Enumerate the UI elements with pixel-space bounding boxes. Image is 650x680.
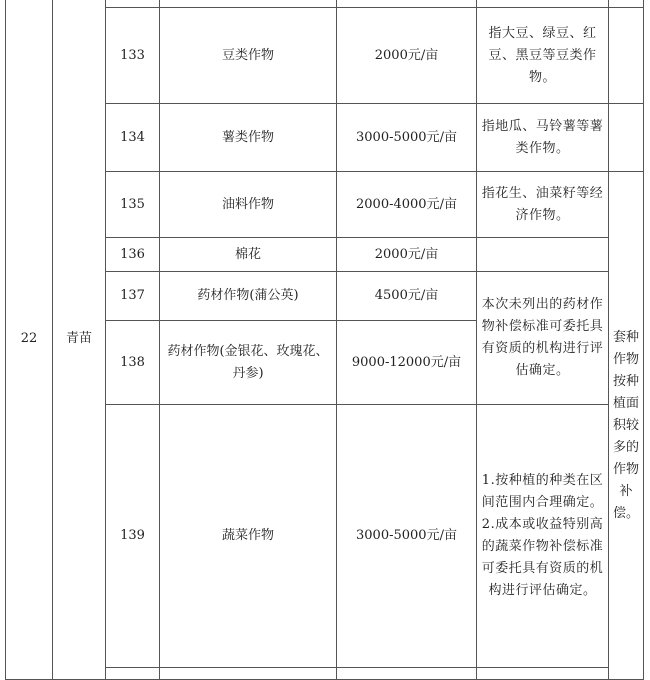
row-name: 油料作物 <box>160 172 337 238</box>
row-price: 2000-4000元/亩 <box>337 172 477 238</box>
row-id: 137 <box>106 272 160 321</box>
row-note <box>477 238 609 272</box>
category-index: 22 <box>20 331 38 346</box>
vegetable-note-2: 2.成本或收益特别高的蔬菜作物补偿标准可委托具有资质的机构进行评估确定。 <box>481 517 604 598</box>
side-note: 套种作物按种植面积较多的作物补偿。 <box>609 172 644 680</box>
medicinal-note: 本次未列出的药材作物补偿标准可委托具有资质的机构进行评估确定。 <box>477 272 609 405</box>
row-id: 136 <box>106 238 160 272</box>
compensation-table <box>5 0 644 680</box>
row-name: 药材作物(蒲公英) <box>160 272 337 321</box>
row-name: 薯类作物 <box>160 104 337 172</box>
vegetable-notes <box>477 405 609 668</box>
row-price: 3000-5000元/亩 <box>337 405 477 668</box>
row-price: 2000元/亩 <box>337 8 477 104</box>
row-name: 蔬菜作物 <box>160 405 337 668</box>
row-price: 3000-5000元/亩 <box>337 104 477 172</box>
row-price: 9000-12000元/亩 <box>337 321 477 405</box>
side-blank-top <box>609 8 644 104</box>
row-name: 豆类作物 <box>160 8 337 104</box>
vegetable-note-1: 1.按种植的种类在区间范围内合理确定。 <box>481 473 604 510</box>
category-name-cell <box>53 0 106 680</box>
row-id: 135 <box>106 172 160 238</box>
row-id: 134 <box>106 104 160 172</box>
category-name: 青苗 <box>65 331 92 346</box>
row-id: 133 <box>106 8 160 104</box>
row-id: 139 <box>106 405 160 668</box>
category-index-cell <box>6 0 53 680</box>
row-note: 指花生、油菜籽等经济作物。 <box>477 172 609 238</box>
row-name: 棉花 <box>160 238 337 272</box>
row-id: 138 <box>106 321 160 405</box>
side-blank-upper <box>609 104 644 172</box>
row-note: 指地瓜、马铃薯等薯类作物。 <box>477 104 609 172</box>
row-note: 指大豆、绿豆、红豆、黑豆等豆类作物。 <box>477 8 609 104</box>
row-name: 药材作物(金银花、玫瑰花、丹参) <box>160 321 337 405</box>
row-price: 4500元/亩 <box>337 272 477 321</box>
row-price: 2000元/亩 <box>337 238 477 272</box>
table-row-top-partial <box>6 0 644 8</box>
